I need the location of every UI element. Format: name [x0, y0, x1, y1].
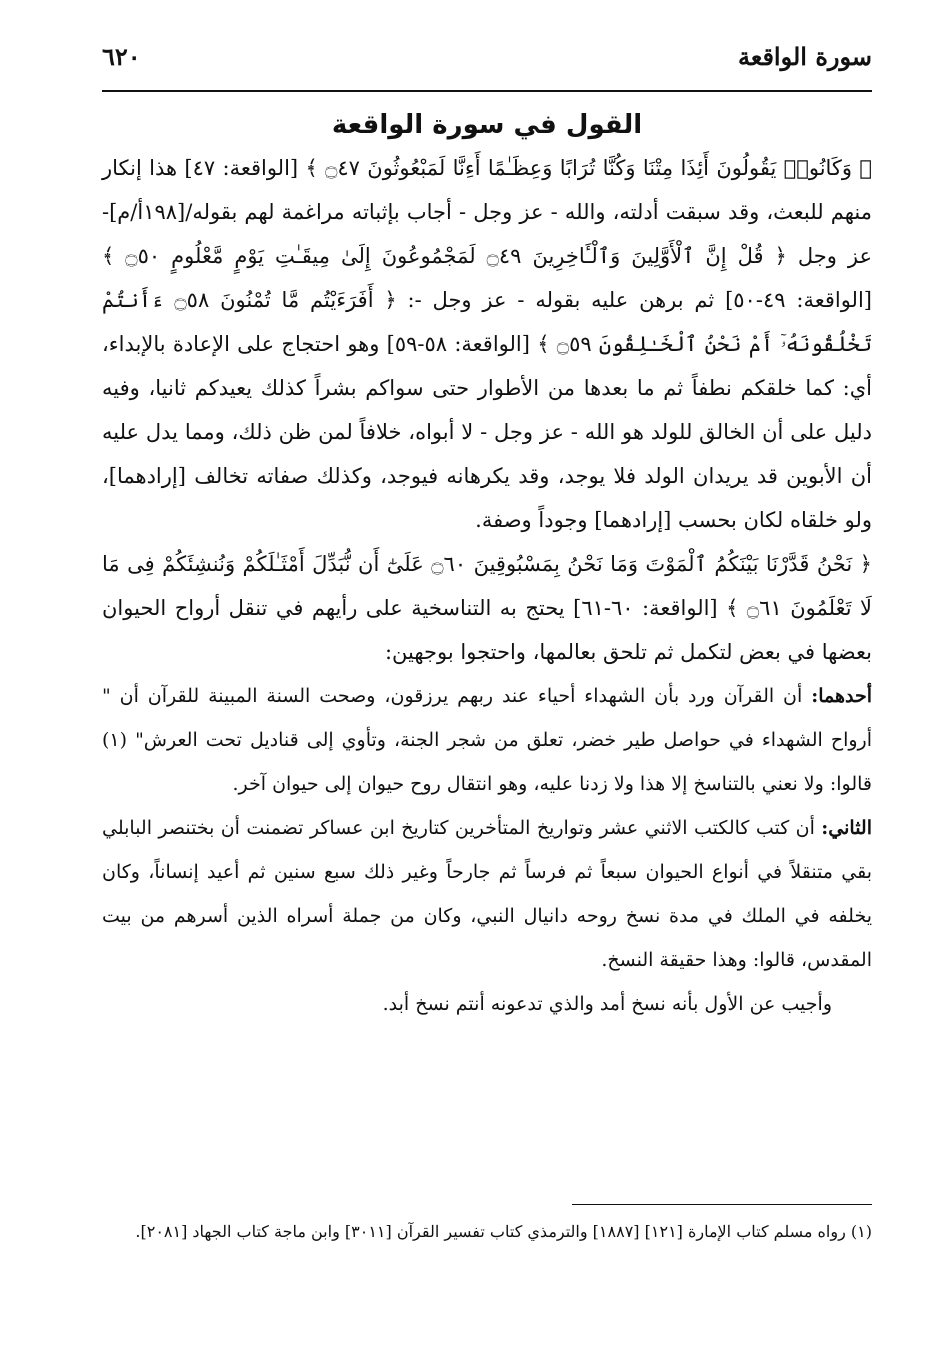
footnotes	[102, 1204, 872, 1249]
footnote-1: (١) رواه مسلم كتاب الإمارة [١٢١] [١٨٨٧] والترمذي كتاب تفسير القرآن [٣٠١١] وابن ماجة كتاب الجهاد [٢٠٨١].	[135, 1222, 872, 1241]
running-header	[102, 42, 872, 92]
paragraph-reply: وأجيب عن الأول بأنه نسخ أمد والذي تدعونه أنتم نسخ أبد.	[382, 993, 832, 1015]
paragraph-first-argument	[102, 674, 872, 806]
second-argument-text: أن كتب كالكتب الاثني عشر وتواريخ المتأخرين كتاريخ ابن عساكر تضمنت أن بختنصر البابلي بقي متنقلاً في أنواع الحيوان سبعاً ثم فرساً ثم جارحاً وغير ذلك سبع سنين ثم أعيد إنساناً، وكان يخلفه في الملك في مدة نسخ روحه دانيال النبي، وكان من جملة أسراه الذين أسرهم من بيت المقدس، قالوا: وهذا حقيقة النسخ.	[102, 817, 872, 971]
footnote-divider	[572, 1204, 872, 1205]
running-header-title: سورة الواقعة	[738, 42, 872, 71]
paragraph-resurrection: ﴿ وَكَانُوا۟ يَقُولُونَ أَئِذَا مِتْنَا وَكُنَّا تُرَابًا وَعِظَـٰمًا أَءِنَّا لَمَبْعُوثُونَ ۝٤٧ ﴾ [الواقعة: ٤٧] هذا إنكار منهم للبعث، وقد سبقت أدلته، والله - عز وجل - أجاب بإثباته مراغمة لهم بقوله/[١٩٨أ/م]-عز وجل ﴿ قُلْ إِنَّ ٱلْأَوَّلِينَ وَٱلْـَٔاخِرِينَ ۝٤٩ لَمَجْمُوعُونَ إِلَىٰ مِيقَـٰتِ يَوْمٍ مَّعْلُومٍ ۝٥٠ ﴾ [الواقعة: ٤٩-٥٠] ثم برهن عليه بقوله - عز وجل -: ﴿ أَفَرَءَيْتُم مَّا تُمْنُونَ ۝٥٨ ءَأَنتُمْ تَخْلُقُونَهُۥٓ أَمْ نَحْنُ ٱلْخَـٰلِقُونَ ۝٥٩ ﴾ [الواقعة: ٥٨-٥٩] وهو احتجاج على الإعادة بالإبداء، أي: كما خلقكم نطفاً ثم ما بعدها من الأطوار حتى سواكم بشراً كذلك يعيدكم ثانيا، وفيه دليل على أن الخالق للولد هو الله - عز وجل - لا أبواه، خلافاً لمن ظن ذلك، ومما يدل عليه أن الأبوين قد يريدان الولد فلا يوجد، وقد يكرهانه فيوجد، وكذلك صفاته تخالف [إرادهما]، ولو خلقاه لكان بحسب [إرادهما] وجوداً وصفة.	[102, 156, 873, 532]
lead-word-second: الثاني:	[821, 817, 872, 839]
page-number: ٦٢٠	[102, 42, 141, 71]
section-heading: القول في سورة الواقعة	[331, 110, 643, 140]
lead-word-first: أحدهما:	[811, 685, 872, 707]
first-argument-text: أن القرآن ورد بأن الشهداء أحياء عند ربهم يرزقون، وصحت السنة المبينة للقرآن أن " أرواح الشهداء في حواصل طير خضر، تعلق من شجر الجنة، وتأوي إلى قناديل تحت العرش" (١) قالوا: ولا نعني بالتناسخ إلا هذا ولا زدنا عليه، وهو انتقال روح حيوان إلى حيوان آخر.	[102, 685, 872, 795]
paragraph-transmigration: ﴿ نَحْنُ قَدَّرْنَا بَيْنَكُمُ ٱلْمَوْتَ وَمَا نَحْنُ بِمَسْبُوقِينَ ۝٦٠ عَلَىٰٓ أَن نُّبَدِّلَ أَمْثَـٰلَكُمْ وَنُنشِئَكُمْ فِى مَا لَا تَعْلَمُونَ ۝٦١ ﴾ [الواقعة: ٦٠-٦١] يحتج به التناسخية على رأيهم في تنقل أرواح الحيوان بعضها في بعض لتكمل ثم تلحق بعالمها، واحتجوا بوجهين:	[102, 552, 873, 664]
paragraph-second-argument	[102, 806, 872, 982]
page-body	[102, 110, 872, 1026]
